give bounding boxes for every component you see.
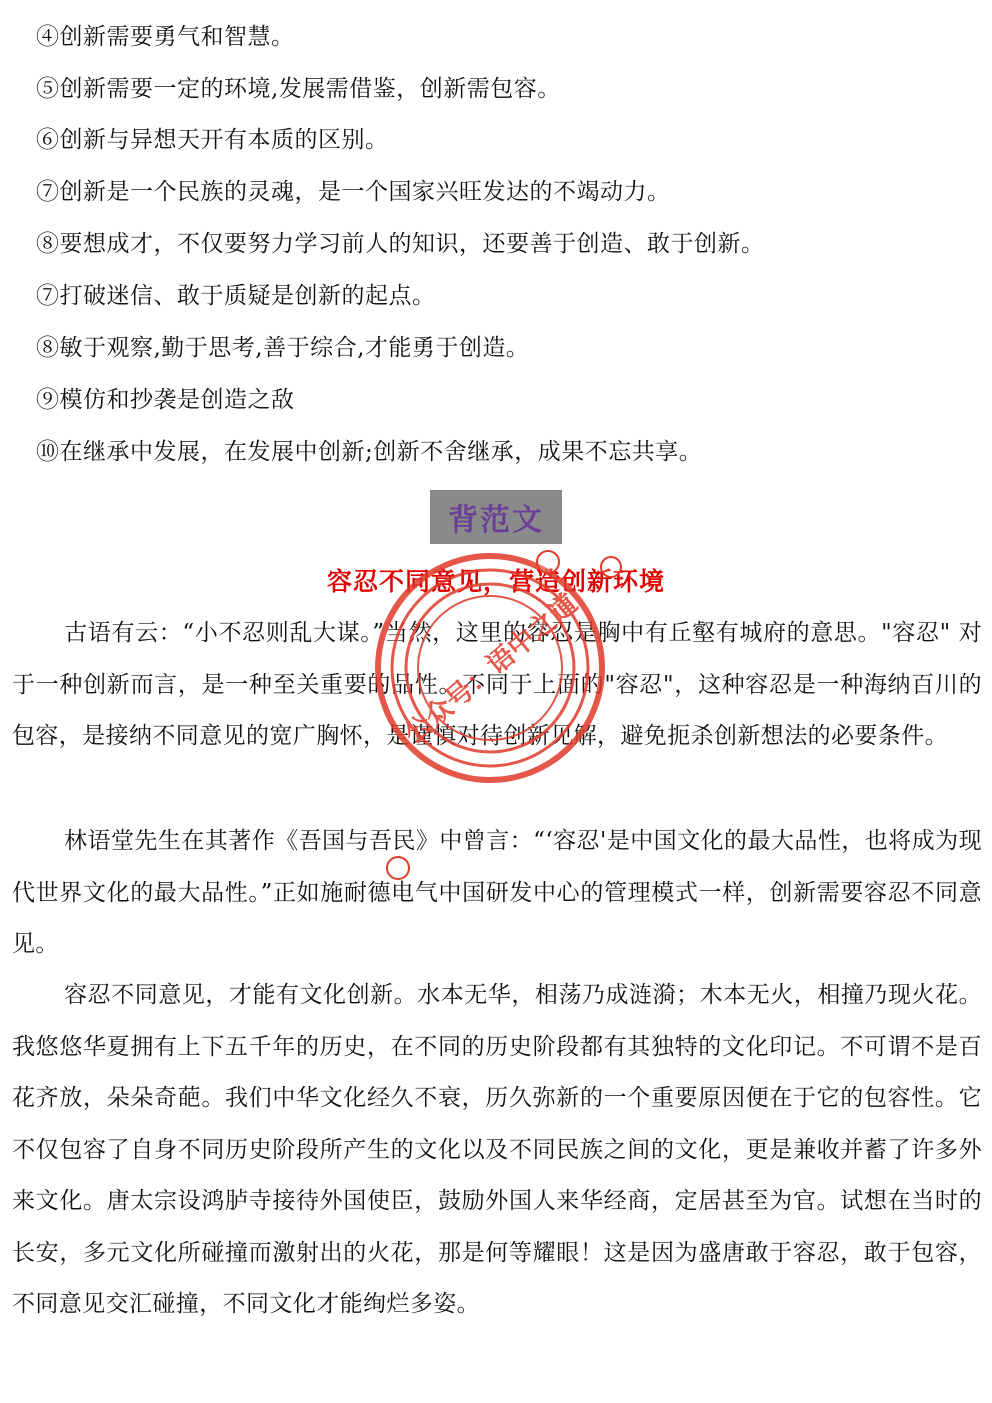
- list-item: ⑤创新需要一定的环境,发展需借鉴，创新需包容。: [36, 76, 561, 102]
- list-item: ⑧敏于观察,勤于思考,善于综合,才能勇于创造。: [36, 335, 530, 361]
- essay-title: 容忍不同意见，营造创新环境: [326, 567, 665, 596]
- watermark-text: 公众号：语中之道: [398, 587, 584, 751]
- paragraph-text: 林语堂先生在其著作《吾国与吾民》中曾言：“‘容忍'是中国文化的最大品性，也将成为现代世界文化的最大品性。”正如施耐德电气中国研发中心的管理模式一样，创新需要容忍不同意见。: [12, 828, 982, 957]
- essay-paragraph: [12, 608, 982, 763]
- paragraph-text: 容忍不同意见，才能有文化创新。水本无华，相荡乃成涟漪；木本无火，相撞乃现火花。我悠悠华夏拥有上下五千年的历史，在不同的历史阶段都有其独特的文化印记。不可谓不是百花齐放，朵朵奇葩。我们中华文化经久不衰，历久弥新的一个重要原因便在于它的包容性。它不仅包容了自身不同历史阶段所产生的文化以及不同民族之间的文化，更是兼收并蓄了许多外来文化。唐太宗设鸿胪寺接待外国使臣，鼓励外国人来华经商，定居甚至为官。试想在当时的长安，多元文化所碰撞而激射出的火花，那是何等耀眼！这是因为盛唐敢于容忍，敢于包容，不同意见交汇碰撞，不同文化才能绚烂多姿。: [12, 982, 982, 1317]
- list-item: ⑩在继承中发展，在发展中创新;创新不舍继承，成果不忘共享。: [36, 439, 703, 465]
- list-item: ⑥创新与异想天开有本质的区别。: [36, 127, 389, 153]
- paragraph-text: 古语有云：“小不忍则乱大谋。”当然，这里的容忍是胸中有丘壑有城府的意思。"容忍" 对于一种创新而言，是一种至关重要的品性。不同于上面的"容忍"，这种容忍是一种海纳百川的包容，是接纳不同意见的宽广胸怀，是谨慎对待创新见解，避免扼杀创新想法的必要条件。: [12, 620, 982, 749]
- stamp-dot: [536, 550, 560, 574]
- list-item: ⑦打破迷信、敢于质疑是创新的起点。: [36, 283, 436, 309]
- essay-paragraph: [12, 970, 982, 1331]
- section-tag-label: 背范文: [448, 503, 544, 538]
- stamp-dot: [600, 556, 622, 578]
- list-item: ⑦创新是一个民族的灵魂，是一个国家兴旺发达的不竭动力。: [36, 179, 671, 205]
- section-tag: [430, 490, 562, 544]
- stamp-dot: [386, 856, 410, 880]
- list-item: ④创新需要勇气和智慧。: [36, 24, 295, 50]
- list-item: ⑧要想成才，不仅要努力学习前人的知识，还要善于创造、敢于创新。: [36, 231, 765, 257]
- essay-paragraph: [12, 816, 982, 971]
- list-item: ⑨模仿和抄袭是创造之敌: [36, 387, 295, 413]
